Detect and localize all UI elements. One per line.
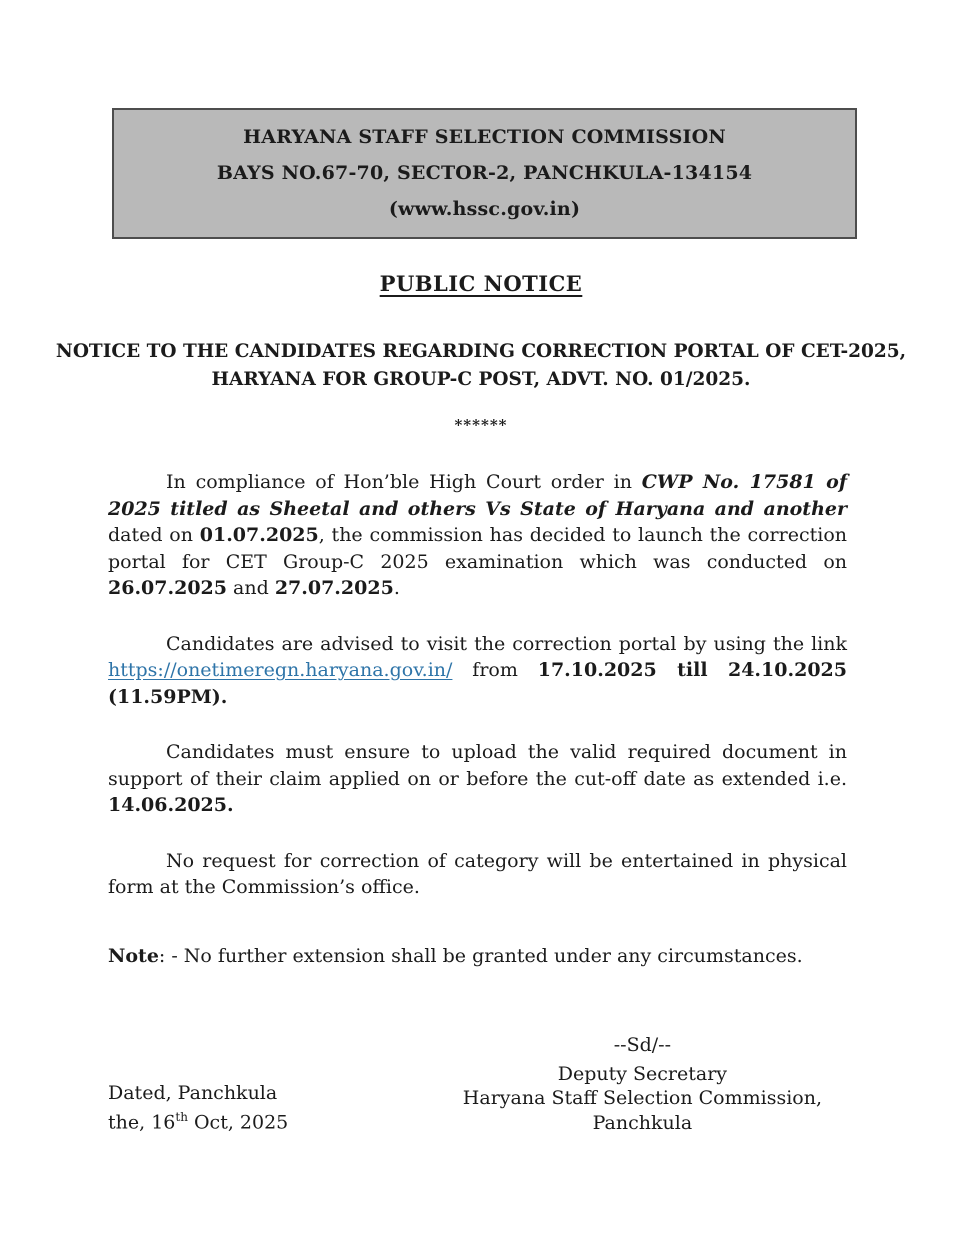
text-run: Oct, 2025 <box>187 1111 289 1134</box>
text-run: 17.10.2025 till 24.10.2025 (11.59PM). <box>108 659 847 708</box>
commission-header-box <box>112 108 857 239</box>
paragraph-upload-documents <box>108 739 847 819</box>
paragraph-court-order <box>108 469 847 602</box>
text-run: 01.07.2025 <box>199 524 319 546</box>
signature-organisation: Haryana Staff Selection Commission, <box>462 1087 822 1109</box>
commission-address: BAYS NO.67-70, SECTOR-2, PANCHKULA-134154 <box>216 162 753 184</box>
text-run: 14.06.2025. <box>108 794 234 816</box>
text-run: In compliance of Hon’ble High Court order in <box>166 471 642 493</box>
notice-subject-line-2: HARYANA FOR GROUP-C POST, ADVT. NO. 01/2025. <box>211 369 751 390</box>
text-run: and <box>227 577 275 599</box>
text-run: , the commission has decided to launch the correction portal for CET Group-C 2025 examination which was conducted on <box>108 524 847 573</box>
page-title: PUBLIC NOTICE <box>379 271 583 296</box>
ordinal-superscript: th <box>175 1110 188 1125</box>
text-run: : - No further extension shall be granted under any circumstances. <box>158 944 803 967</box>
paragraph-no-physical-form <box>108 848 847 901</box>
text-run: from <box>452 659 538 681</box>
signature-block <box>463 1033 822 1135</box>
note-line <box>108 943 847 970</box>
notice-subject <box>40 338 922 394</box>
correction-portal-link[interactable]: https://onetimeregn.haryana.gov.in/ <box>108 659 453 681</box>
dateline <box>108 1081 288 1135</box>
asterisk-separator: ****** <box>454 416 508 434</box>
dateline-place: Dated, Panchkula <box>108 1081 278 1104</box>
signature-row <box>108 1033 822 1135</box>
paragraph-portal-link <box>108 631 847 711</box>
commission-website: (www.hssc.gov.in) <box>388 198 581 220</box>
dateline-date <box>108 1105 288 1135</box>
text-run: Candidates must ensure to upload the valid required document in support of their claim applied on or before the cut-off date as extended i.e. <box>108 741 847 790</box>
text-run: the, 16 <box>108 1111 176 1134</box>
text-run: CWP No. 17581 of 2025 titled as Sheetal and others Vs State of Haryana and another <box>108 471 848 520</box>
notice-body <box>108 469 847 969</box>
signature-designation: Deputy Secretary <box>557 1062 728 1085</box>
signature-sd: --Sd/-- <box>613 1034 672 1056</box>
text-run: dated on <box>108 524 200 546</box>
public-notice-document <box>0 108 962 1248</box>
text-run: . <box>393 577 400 599</box>
text-run: 27.07.2025 <box>274 577 394 599</box>
notice-subject-line-1: NOTICE TO THE CANDIDATES REGARDING CORRECTION PORTAL OF CET-2025, <box>55 341 907 362</box>
text-run: No request for correction of category will be entertained in physical form at the Commission’s office. <box>108 849 847 898</box>
text-run: Note <box>108 944 159 967</box>
commission-name: HARYANA STAFF SELECTION COMMISSION <box>243 126 726 148</box>
text-run: 26.07.2025 <box>108 577 227 599</box>
text-run: Candidates are advised to visit the correction portal by using the link <box>166 632 847 655</box>
signature-place: Panchkula <box>592 1111 693 1134</box>
